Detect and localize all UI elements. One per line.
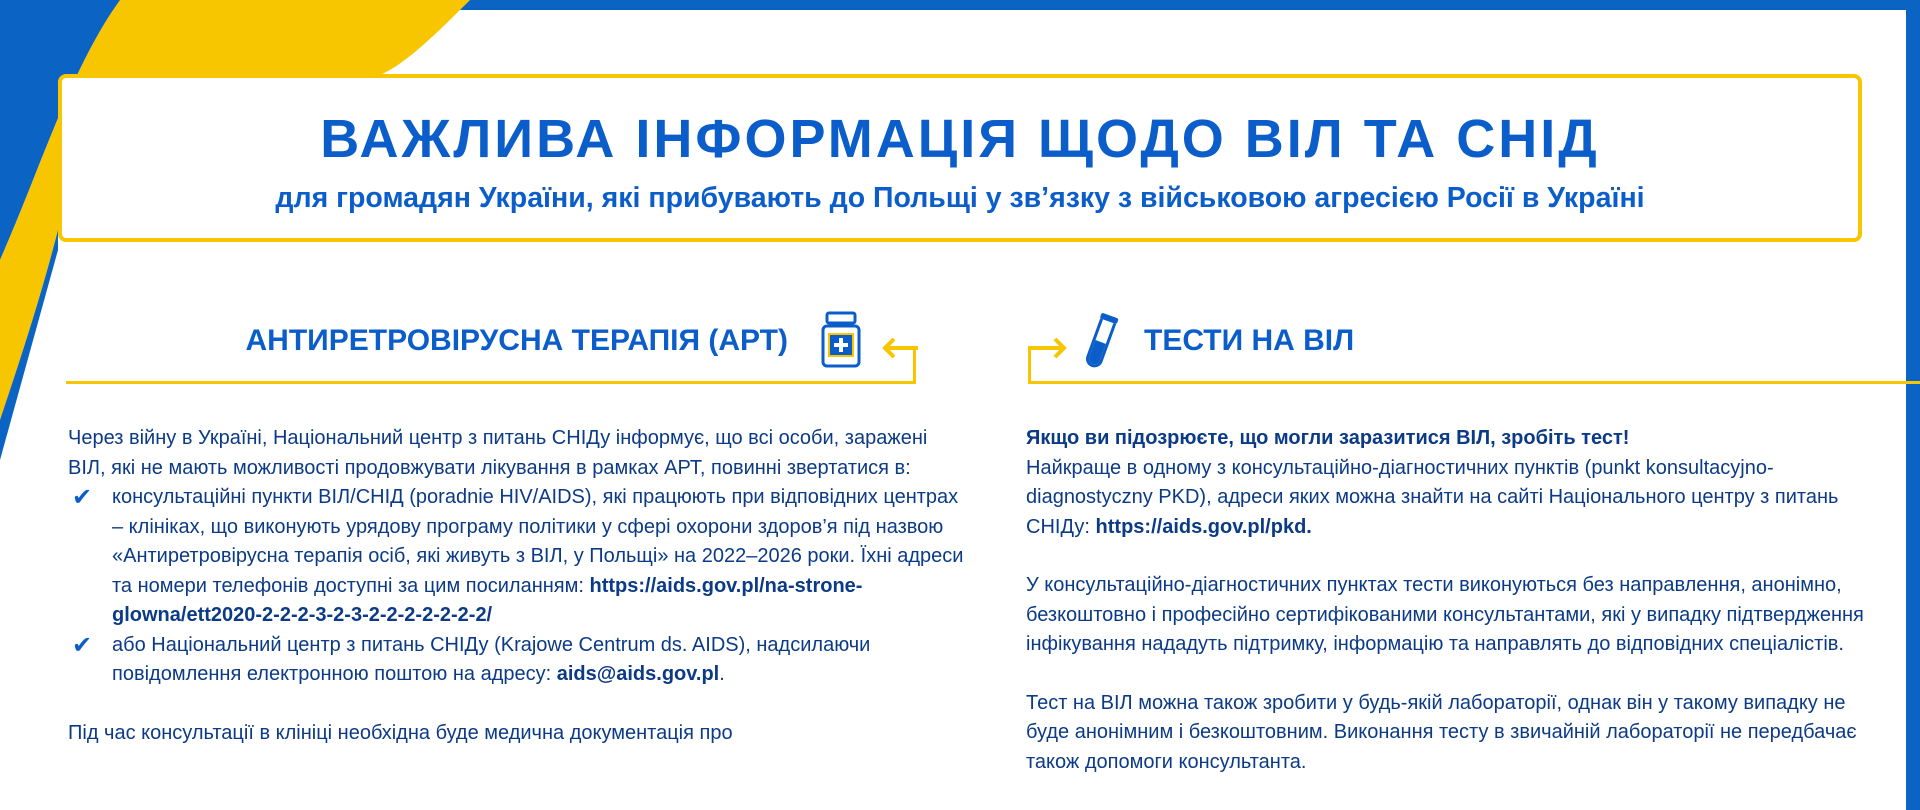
- hiv-tests-section-title: ТЕСТИ НА ВІЛ: [1144, 324, 1355, 357]
- right-blue-band: [1906, 0, 1920, 810]
- art-intro-text: Через війну в Україні, Національний центр з питань СНІДу інформує, що всі особи, заражені ВІЛ, які не мають можливості продовжувати лікування в рамках АРТ, повинні звертатися в:: [68, 427, 928, 479]
- hiv-tests-section-body: [1026, 424, 1886, 777]
- test-tube-icon: [1078, 310, 1124, 372]
- art-section-title: АНТИРЕТРОВІРУСНА ТЕРАПІЯ (АРТ): [245, 324, 788, 357]
- pkd-paragraph: [1026, 454, 1886, 543]
- bullet-end: .: [719, 663, 725, 685]
- consultation-text: Під час консультації в клініці необхідна буде медична документація про: [68, 721, 733, 744]
- lab-test-paragraph: Тест на ВІЛ можна також зробити у будь-якій лабораторії, однак він у такому випадку не буде анонімним і безкоштовним. Виконання тесту в звичайній лабораторії не передбачає також допомоги консультанта.: [1026, 691, 1857, 773]
- list-item: [68, 483, 968, 631]
- medicine-bottle-icon: [818, 310, 864, 370]
- pkd-info-paragraph: У консультаційно-діагностичних пунктах тести виконуються без направлення, анонімно, безкоштовно і професійно сертифікованими консультантами, які у випадку підтвердження інфікування нададуть підтримку, інформацію та направлять до відповідних спеціалістів.: [1026, 574, 1864, 655]
- checkmark-icon: ✔: [72, 484, 93, 511]
- page-title: ВАЖЛИВА ІНФОРМАЦІЯ ЩОДО ВІЛ ТА СНІД: [320, 109, 1600, 169]
- list-item: [68, 631, 968, 690]
- test-lead-text: Якщо ви підозрюєте, що могли заразитися ВІЛ, зробіть тест!: [1026, 427, 1630, 449]
- art-section-header: [66, 310, 916, 384]
- arrow-left-icon: [882, 336, 920, 360]
- pkd-link[interactable]: https://aids.gov.pl/pkd.: [1095, 515, 1312, 538]
- checkmark-icon: ✔: [72, 631, 93, 659]
- bullet-text: або Національний центр з питань СНІДу (Krajowe Centrum ds. AIDS), надсилаючи повідомлення електронною поштою на адресу:: [112, 633, 871, 685]
- header-banner: [58, 74, 1862, 242]
- art-bullet-list: [68, 483, 968, 690]
- divider-line: [1028, 381, 1920, 384]
- pkd-text: Найкраще в одному з консультаційно-діагностичних пунктів (punkt konsultacyjno-diagnostyczny PKD), адреси яких можна знайти на сайті Національного центру з питань СНІДу:: [1026, 456, 1839, 538]
- art-section-body: [68, 424, 968, 748]
- hiv-tests-section-header: [1028, 310, 1920, 384]
- bullet-text: консультаційні пункти ВІЛ/СНІД (poradnie HIV/AIDS), які працюють при відповідних центрах – клініках, що виконують урядову програму політики у сфері охорони здоров’я під назвою «Антиретровірусна терапія осіб, які живуть з ВІЛ, у Польщі» на 2022–2026 роки. Їхні адреси та номери телефонів доступні за цим посиланням:: [112, 486, 964, 597]
- divider-line: [66, 381, 916, 384]
- arrow-right-icon: [1028, 336, 1068, 360]
- clinics-link[interactable]: https://aids.gov.pl/na-strone-glowna/ett2020-2-2-2-3-2-3-2-2-2-2-2-2-2/: [112, 574, 863, 626]
- page-subtitle: для громадян України, які прибувають до Польщі у зв’язку з військовою агресією Росії в Україні: [275, 182, 1645, 214]
- email-link[interactable]: aids@aids.gov.pl: [556, 663, 720, 685]
